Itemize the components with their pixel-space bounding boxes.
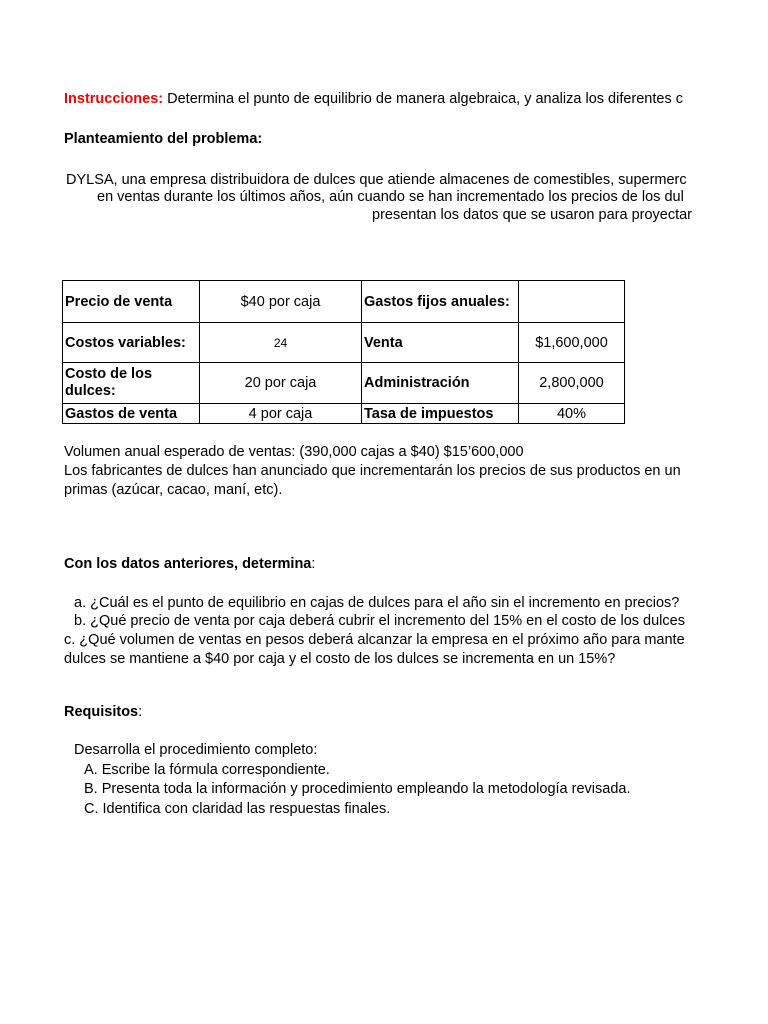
table-label: Costo de los dulces: (63, 363, 200, 404)
table-label: Precio de venta (63, 281, 200, 323)
problem-line-1: DYLSA, una empresa distribuidora de dulces que atiende almacenes de comestibles, supermerc (66, 172, 687, 188)
table-value: 24 (200, 323, 362, 363)
table-value: 2,800,000 (519, 363, 625, 404)
instructions-line (0, 91, 705, 107)
table-label: Venta (362, 323, 519, 363)
table-label: Administración (362, 363, 519, 404)
table-row (63, 323, 625, 363)
requisitos-heading: Requisitos: (64, 704, 143, 720)
table-row (63, 363, 625, 404)
procedure-step-a: A. Escribe la fórmula correspondiente. (84, 762, 330, 778)
table-value: $40 por caja (200, 281, 362, 323)
manufacturers-line-1: Los fabricantes de dulces han anunciado que incrementarán los precios de sus productos en un (64, 463, 681, 479)
table-label: Costos variables: (63, 323, 200, 363)
table-label: Gastos fijos anuales: (362, 281, 519, 323)
question-c: c. ¿Qué volumen de ventas en pesos deberá alcanzar la empresa en el próximo año para mante (64, 632, 685, 648)
instructions-label: Instrucciones: (64, 91, 164, 107)
manufacturers-line-2: primas (azúcar, cacao, maní, etc). (64, 482, 283, 498)
table-value: 20 por caja (200, 363, 362, 404)
data-table (62, 280, 625, 424)
procedure-step-c: C. Identifica con claridad las respuestas finales. (84, 801, 391, 817)
procedure-intro: Desarrolla el procedimiento completo: (74, 742, 318, 758)
table-value (519, 281, 625, 323)
table-value: $1,600,000 (519, 323, 625, 363)
volume-line: Volumen anual esperado de ventas: (390,000 cajas a $40) $15’600,000 (64, 444, 524, 460)
question-b: b. ¿Qué precio de venta por caja deberá cubrir el incremento del 15% en el costo de los dulces (74, 613, 685, 629)
question-c-cont: dulces se mantiene a $40 por caja y el costo de los dulces se incrementa en un 15%? (64, 651, 616, 667)
problem-line-2: en ventas durante los últimos años, aún cuando se han incrementado los precios de los dul (97, 189, 684, 205)
table-label: Gastos de venta (63, 404, 200, 424)
problem-heading: Planteamiento del problema: (64, 131, 263, 147)
instructions-text: Determina el punto de equilibrio de manera algebraica, y analiza los diferentes c (163, 91, 683, 107)
problem-line-3: presentan los datos que se usaron para proyectar (372, 207, 693, 223)
table-row (63, 404, 625, 424)
procedure-step-b: B. Presenta toda la información y procedimiento empleando la metodología revisada. (84, 781, 631, 797)
table-row (63, 281, 625, 323)
table-label: Tasa de impuestos (362, 404, 519, 424)
determine-heading: Con los datos anteriores, determina: (64, 556, 316, 572)
table-value: 4 por caja (200, 404, 362, 424)
question-a: a. ¿Cuál es el punto de equilibrio en cajas de dulces para el año sin el incremento en precios? (74, 595, 680, 611)
table-value: 40% (519, 404, 625, 424)
